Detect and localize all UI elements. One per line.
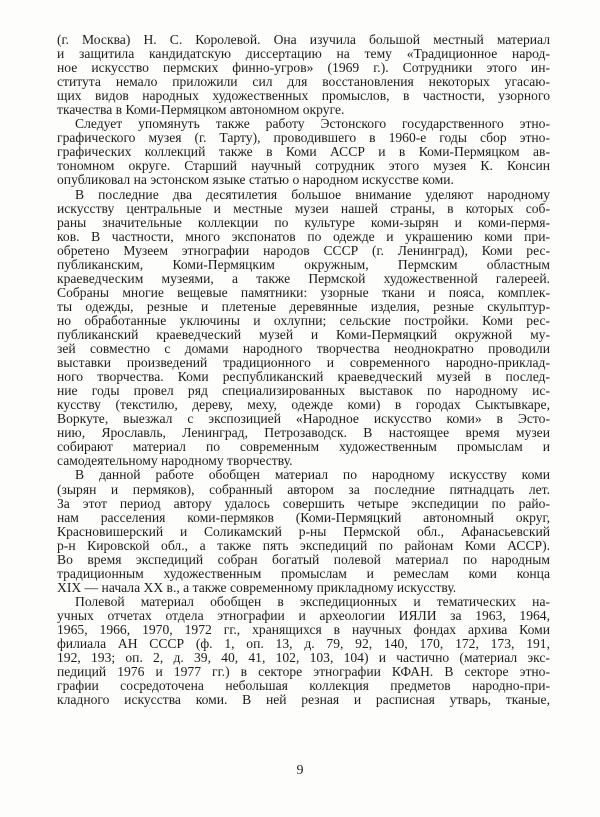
text-line: 1965, 1966, 1970, 1972 гг., хранящихся в научных фондах архива Коми: [57, 621, 550, 637]
text-line: нам расселения коми-пермяков (Коми-Пермяцкий автономный округ,: [57, 509, 550, 525]
text-line: нию, Ярославль, Ленинград, Петрозаводск. В настоящее время музеи: [57, 425, 550, 441]
text-line: искусству центральные и местные музеи нашей страны, в которых соб-: [57, 200, 550, 216]
text-line: (зырян и пермяков), собранный автором за последние пятнадцать лет.: [57, 481, 550, 497]
paragraph: [57, 468, 550, 594]
text-line: щих видов народных художественных промыслов, в частности, узорного: [57, 88, 550, 104]
text-line: публиканский краеведческий музей и Коми-Пермяцкий окружной му-: [57, 326, 550, 342]
text-line: публиканским, Коми-Пермяцким окружным, Пермским областным: [57, 256, 550, 272]
text-line: ного творчества. Коми республиканский краеведческий музей в послед-: [57, 369, 550, 385]
text-line: Во время экспедиций собран богатый полевой материал по народным: [57, 551, 550, 567]
text-line: Красновишерский и Соликамский р-ны Пермской обл., Афанасьевский: [57, 523, 550, 539]
text-line: филиала АН СССР (ф. 1, оп. 13, д. 79, 92, 140, 170, 172, 173, 191,: [57, 636, 550, 652]
text-line: 192, 193; оп. 2, д. 39, 40, 41, 102, 103, 104) и частично (материал экс-: [57, 650, 550, 666]
text-line: Собраны многие вещевые памятники: узорные ткани и пояса, комплек-: [57, 284, 550, 300]
text-line: краеведческим музеями, а также Пермской художественной галереей.: [57, 270, 550, 286]
paragraph: [57, 188, 550, 469]
text-line: Следует упомянуть также работу Эстонского государственного этно-: [75, 116, 550, 132]
text-line: XIX — начала XX в., а также современному прикладному искусству.: [57, 579, 457, 595]
text-line: педиций 1976 и 1977 гг.) в секторе этнографии КФАН. В секторе этно-: [57, 664, 550, 680]
text-line: графии сосредоточена небольшая коллекция предметов народно-при-: [57, 678, 550, 694]
paragraph: [57, 595, 550, 707]
text-line: кусству (текстилю, дереву, меху, одежде коми) в городах Сыктывкаре,: [57, 397, 550, 413]
text-line: За этот период автору удалось совершить четыре экспедиции по райо-: [57, 495, 550, 511]
text-line: ститута немало приложили сил для восстановления некоторых угасаю-: [57, 74, 550, 90]
text-line: выставки произведений традиционного и современного народно-приклад-: [57, 355, 550, 371]
text-line: В данной работе обобщен материал по народному искусству коми: [75, 467, 550, 483]
text-line: опубликовал на эстонском языке статью о народном искусстве коми.: [57, 172, 454, 188]
text-line: традиционным художественным промыслам и ремеслам коми конца: [57, 565, 550, 581]
text-line: кладного искусства коми. В ней резная и расписная утварь, тканые,: [57, 692, 550, 708]
text-line: собирают материал по современным художественным промыслам и: [57, 439, 550, 455]
text-line: но обработанные уключины и охлупни; сельские постройки. Коми рес-: [57, 312, 550, 328]
page-body: [57, 33, 550, 707]
text-line: В последние два десятилетия большое внимание уделяют народному: [75, 186, 550, 202]
text-line: ное искусство пермских финно-угров» (1969 г.). Сотрудники этого ин-: [57, 60, 550, 76]
text-line: графического музея (г. Тарту), проводившего в 1960-е годы сбор этно-: [57, 130, 550, 146]
text-line: Воркуте, выезжал с экспозицией «Народное искусство коми» в Эсто-: [57, 411, 550, 427]
text-line: раны значительные коллекции по культуре коми-зырян и коми-пермя-: [57, 214, 550, 230]
text-line: ние годы провел ряд специализированных выставок по народному ис-: [57, 383, 550, 399]
text-line: р-н Кировской обл., а также пять экспедиций по районам Коми АССР).: [57, 537, 550, 553]
text-line: обретено Музеем этнографии народов СССР (г. Ленинград), Коми рес-: [57, 242, 550, 258]
text-line: (г. Москва) Н. С. Королевой. Она изучила большой местный материал: [57, 32, 550, 47]
page-number: 9: [296, 763, 304, 778]
paragraph: [57, 117, 550, 187]
text-line: ты одежды, резные и плетеные деревянные изделия, резные скульптур-: [57, 298, 550, 314]
text-line: самодеятельному народному творчеству.: [57, 453, 293, 469]
text-line: и защитила кандидатскую диссертацию на тему «Традиционное народ-: [57, 46, 550, 62]
paragraph: [57, 33, 550, 117]
text-line: графических коллекций также в Коми АССР и в Коми-Пермяцком ав-: [57, 144, 550, 160]
text-line: зей совместно с домами народного творчества неоднократно проводили: [57, 341, 550, 357]
text-line: учных отчетах отдела этнографии и археологии ИЯЛИ за 1963, 1964,: [57, 607, 550, 623]
text-line: Полевой материал обобщен в экспедиционных и тематических на-: [75, 593, 550, 609]
text-line: ткачества в Коми-Пермяцком автономном округе.: [57, 102, 345, 118]
text-line: тономном округе. Старший научный сотрудник этого музея К. Консин: [57, 158, 550, 174]
text-line: ков. В частности, много экспонатов по одежде и украшению коми при-: [57, 228, 550, 244]
